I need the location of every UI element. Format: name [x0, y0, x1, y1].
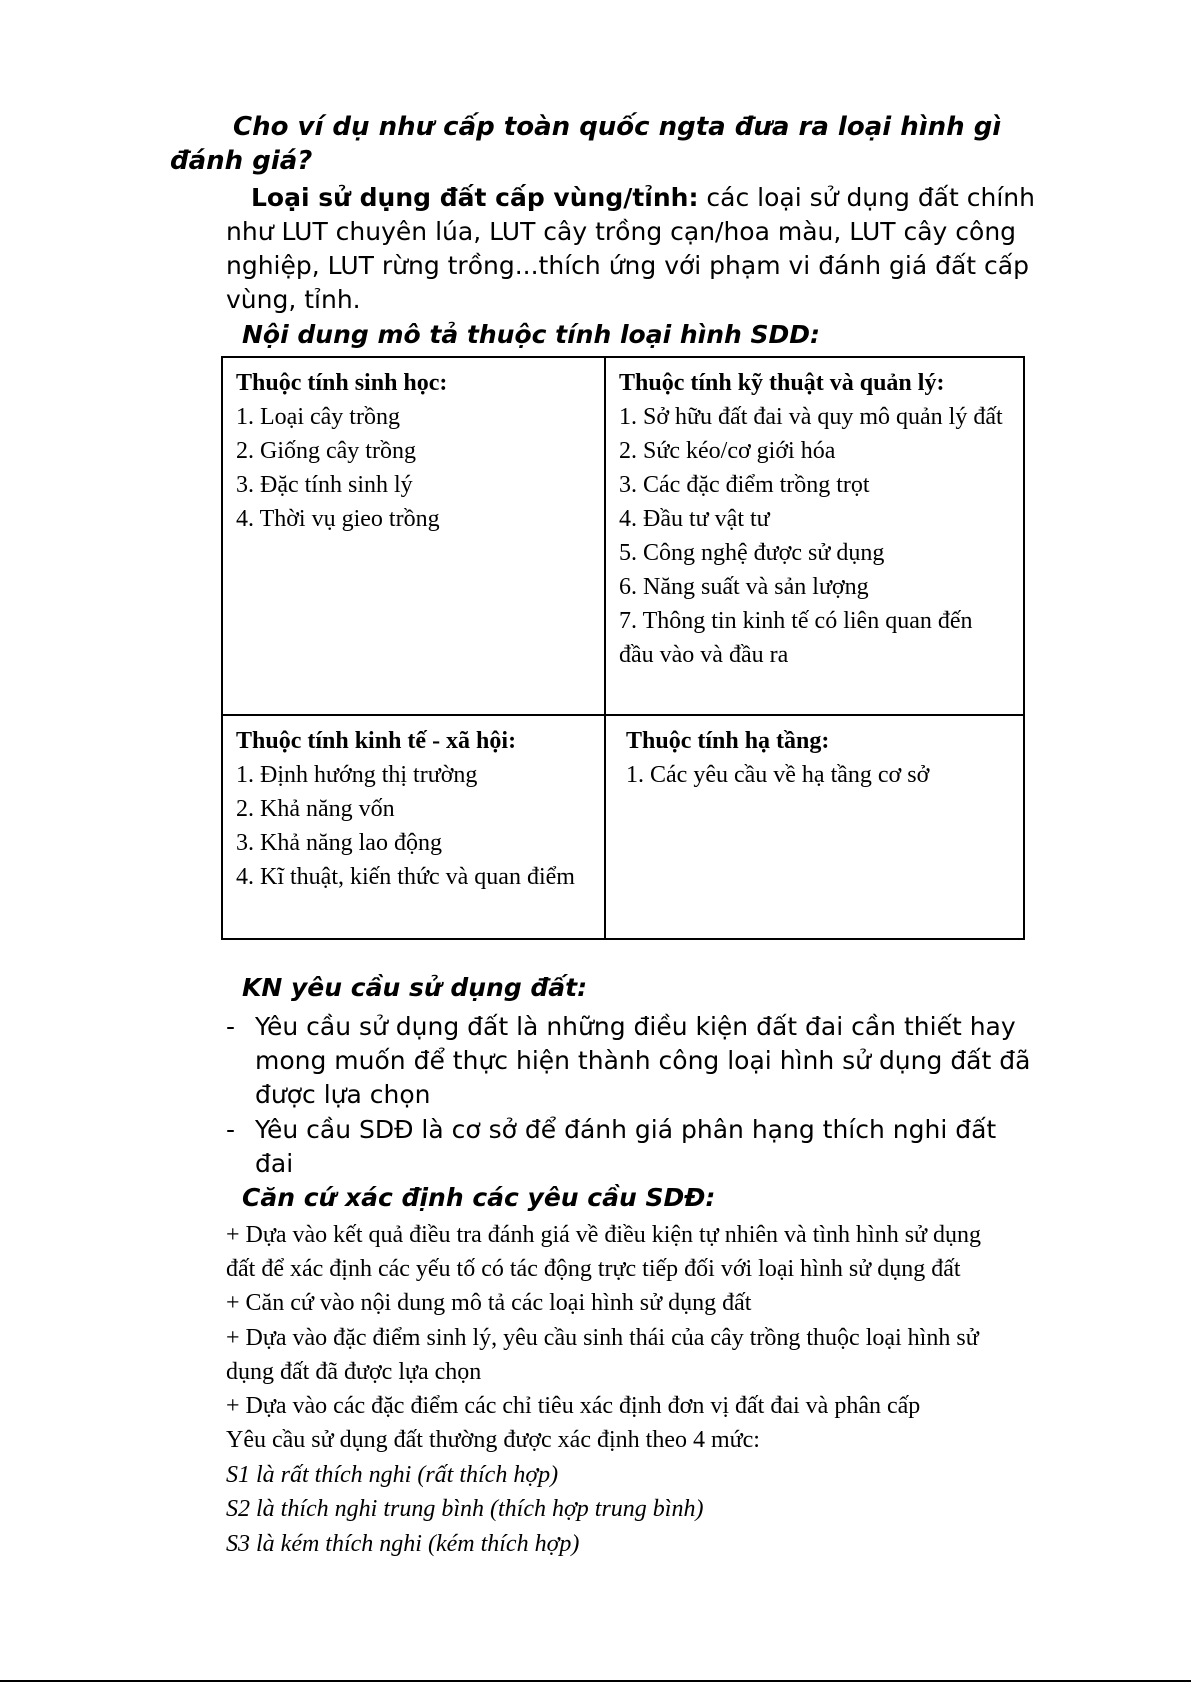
requirement-bullet-2-line-2: đai	[255, 1149, 294, 1178]
technical-item: 6. Năng suất và sản lượng	[619, 574, 869, 600]
biological-cell	[222, 357, 605, 715]
socioeconomic-cell	[222, 715, 605, 939]
biological-item: 2. Giống cây trồng	[236, 438, 416, 464]
socioeconomic-item: 4. Kĩ thuật, kiến thức và quan điểm	[236, 864, 575, 890]
page-bottom-rule	[0, 1680, 1191, 1682]
bullet-marker: -	[226, 1115, 236, 1144]
basis-line: + Dựa vào đặc điểm sinh lý, yêu cầu sinh thái của cây trồng thuộc loại hình sử	[226, 1325, 979, 1351]
requirement-bullet-1-line-1: Yêu cầu sử dụng đất là những điều kiện đất đai cần thiết hay	[255, 1012, 1016, 1041]
infrastructure-cell	[605, 715, 1024, 939]
technical-item: 4. Đầu tư vật tư	[619, 506, 770, 532]
basis-line: dụng đất đã được lựa chọn	[226, 1359, 482, 1385]
technical-item: 3. Các đặc điểm trồng trọt	[619, 472, 870, 498]
technical-item: 5. Công nghệ được sử dụng	[619, 540, 885, 566]
requirement-heading: KN yêu cầu sử dụng đất:	[242, 973, 588, 1002]
bullet-marker: -	[226, 1012, 236, 1041]
basis-line: + Dựa vào kết quả điều tra đánh giá về điều kiện tự nhiên và tình hình sử dụng	[226, 1222, 982, 1248]
biological-item: 4. Thời vụ gieo trồng	[236, 506, 440, 532]
biological-item: 3. Đặc tính sinh lý	[236, 472, 413, 498]
technical-item: 1. Sở hữu đất đai và quy mô quản lý đất	[619, 404, 1003, 430]
regional-lut-label: Loại sử dụng đất cấp vùng/tỉnh:	[251, 183, 699, 212]
regional-lut-line-1	[251, 181, 1035, 215]
level-s1: S1 là rất thích nghi (rất thích hợp)	[226, 1462, 559, 1488]
requirement-bullet-2-line-1: Yêu cầu SDĐ là cơ sở để đánh giá phân hạng thích nghi đất	[255, 1115, 997, 1144]
attributes-heading: Nội dung mô tả thuộc tính loại hình SDD:	[242, 320, 821, 349]
basis-heading: Căn cứ xác định các yêu cầu SDĐ:	[242, 1183, 716, 1212]
socioeconomic-title: Thuộc tính kinh tế - xã hội:	[236, 728, 517, 754]
technical-item: 2. Sức kéo/cơ giới hóa	[619, 438, 836, 464]
basis-line: đất để xác định các yếu tố có tác động trực tiếp đối với loại hình sử dụng đất	[226, 1256, 961, 1282]
infrastructure-title: Thuộc tính hạ tầng:	[626, 728, 830, 754]
biological-title: Thuộc tính sinh học:	[236, 370, 448, 396]
question-line-1: Cho ví dụ như cấp toàn quốc ngta đưa ra loại hình gì	[233, 112, 1002, 142]
regional-lut-line-1-text: các loại sử dụng đất chính	[698, 183, 1035, 212]
attributes-table	[221, 356, 1025, 940]
socioeconomic-item: 1. Định hướng thị trường	[236, 762, 478, 788]
level-s2: S2 là thích nghi trung bình (thích hợp trung bình)	[226, 1496, 704, 1522]
regional-lut-line-3: nghiệp, LUT rừng trồng...thích ứng với phạm vi đánh giá đất cấp	[226, 251, 1029, 280]
biological-item: 1. Loại cây trồng	[236, 404, 400, 430]
technical-item: 7. Thông tin kinh tế có liên quan đến đầu vào và đầu ra	[619, 608, 973, 668]
infrastructure-item: 1. Các yêu cầu về hạ tầng cơ sở	[626, 762, 930, 788]
technical-cell	[605, 357, 1024, 715]
regional-lut-line-2: như LUT chuyên lúa, LUT cây trồng cạn/hoa màu, LUT cây công	[226, 217, 1017, 246]
requirement-bullet-1-line-2: mong muốn để thực hiện thành công loại hình sử dụng đất đã	[255, 1046, 1031, 1075]
basis-line: + Dựa vào các đặc điểm các chỉ tiêu xác định đơn vị đất đai và phân cấp	[226, 1393, 921, 1419]
basis-line: Yêu cầu sử dụng đất thường được xác định theo 4 mức:	[226, 1427, 760, 1453]
question-line-2: đánh giá?	[170, 146, 313, 176]
level-s3: S3 là kém thích nghi (kém thích hợp)	[226, 1531, 580, 1557]
socioeconomic-item: 3. Khả năng lao động	[236, 830, 442, 856]
socioeconomic-item: 2. Khả năng vốn	[236, 796, 395, 822]
regional-lut-line-4: vùng, tỉnh.	[226, 285, 361, 314]
technical-title: Thuộc tính kỹ thuật và quản lý:	[619, 370, 945, 396]
basis-line: + Căn cứ vào nội dung mô tả các loại hình sử dụng đất	[226, 1290, 752, 1316]
requirement-bullet-1-line-3: được lựa chọn	[255, 1080, 431, 1109]
